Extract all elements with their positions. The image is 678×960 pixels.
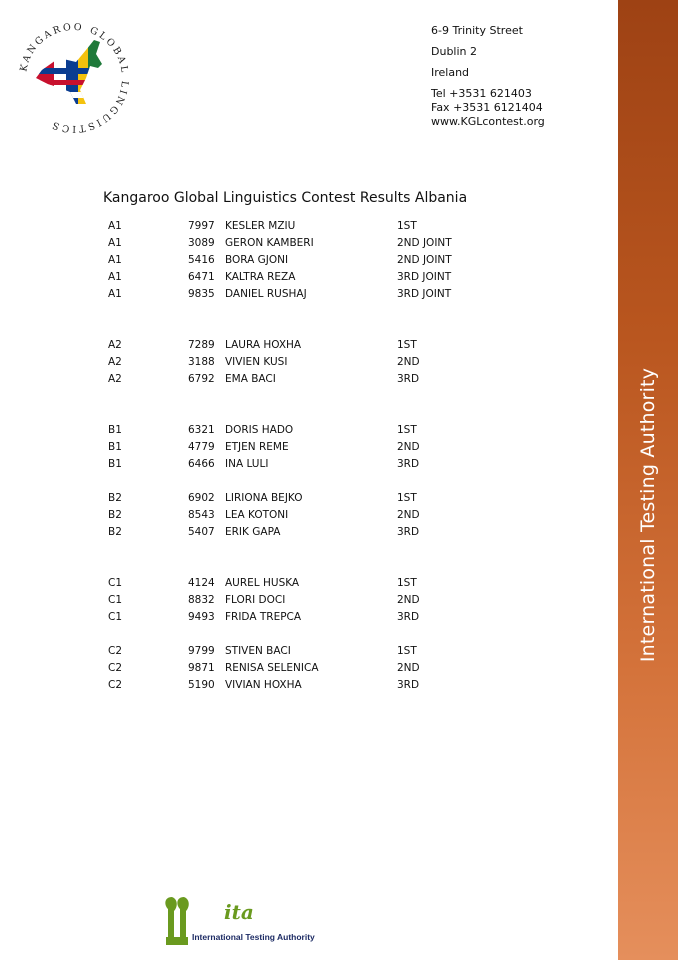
- table-row: [108, 439, 528, 456]
- code-cell: 6321: [188, 424, 215, 436]
- level-cell: A2: [108, 339, 122, 351]
- name-cell: INA LULI: [225, 458, 269, 470]
- table-row: [108, 592, 528, 609]
- rank-cell: 2ND JOINT: [397, 254, 452, 266]
- rank-cell: 1ST: [397, 577, 417, 589]
- rank-cell: 1ST: [397, 492, 417, 504]
- ita-mark: ita: [224, 900, 254, 924]
- rank-cell: 2ND: [397, 441, 420, 453]
- ita-logo: [160, 893, 320, 949]
- name-cell: FRIDA TREPCA: [225, 611, 302, 623]
- level-cell: C1: [108, 611, 123, 623]
- level-cell: C2: [108, 645, 123, 657]
- name-cell: VIVIAN HOXHA: [225, 679, 302, 691]
- name-cell: LEA KOTONI: [225, 509, 289, 521]
- table-row: [108, 524, 528, 541]
- table-row: [108, 643, 528, 660]
- name-cell: GERON KAMBERI: [225, 237, 314, 249]
- rank-cell: 1ST: [397, 339, 417, 351]
- rank-cell: 3RD: [397, 611, 420, 623]
- rank-cell: 1ST: [397, 220, 417, 232]
- name-cell: FLORI DOCI: [225, 594, 286, 606]
- code-cell: 5407: [188, 526, 215, 538]
- name-cell: LIRIONA BEJKO: [225, 492, 303, 504]
- kangaroo-flags-icon: [34, 38, 108, 108]
- name-cell: LAURA HOXHA: [225, 339, 302, 351]
- table-row: [108, 422, 528, 439]
- level-cell: A1: [108, 220, 122, 232]
- table-row: [108, 456, 528, 473]
- results-table: [108, 218, 528, 694]
- level-cell: B1: [108, 458, 122, 470]
- rank-cell: 2ND: [397, 594, 420, 606]
- code-cell: 9871: [188, 662, 215, 674]
- address-country: Ireland: [431, 66, 470, 79]
- rank-cell: 2ND JOINT: [397, 237, 452, 249]
- code-cell: 6902: [188, 492, 215, 504]
- rank-cell: 3RD: [397, 526, 420, 538]
- name-cell: ETJEN REME: [225, 441, 289, 453]
- rank-cell: 2ND: [397, 509, 420, 521]
- code-cell: 7289: [188, 339, 215, 351]
- ita-name: International Testing Authority: [192, 932, 315, 942]
- name-cell: KESLER MZIU: [225, 220, 296, 232]
- rank-cell: 3RD: [397, 458, 420, 470]
- code-cell: 5416: [188, 254, 215, 266]
- level-cell: B2: [108, 492, 122, 504]
- name-cell: DORIS HADO: [225, 424, 294, 436]
- table-row: [108, 269, 528, 286]
- table-row: [108, 575, 528, 592]
- code-cell: 8832: [188, 594, 215, 606]
- address-tel: Tel +3531 621403: [431, 87, 532, 100]
- level-cell: A1: [108, 254, 122, 266]
- code-cell: 9835: [188, 288, 215, 300]
- address-web: www.KGLcontest.org: [431, 115, 545, 128]
- table-row: [108, 660, 528, 677]
- logo-ring-text: KANGAROO GLOBAL LINGUISTICS: [18, 21, 131, 135]
- code-cell: 3188: [188, 356, 215, 368]
- table-row: [108, 371, 528, 388]
- level-cell: C2: [108, 662, 123, 674]
- name-cell: DANIEL RUSHAJ: [225, 288, 307, 300]
- name-cell: STIVEN BACI: [225, 645, 291, 657]
- rank-cell: 3RD: [397, 373, 420, 385]
- code-cell: 9493: [188, 611, 215, 623]
- code-cell: 4124: [188, 577, 215, 589]
- table-row: [108, 218, 528, 235]
- rank-cell: 3RD JOINT: [397, 288, 452, 300]
- address-block: [431, 24, 545, 129]
- rank-cell: 3RD JOINT: [397, 271, 452, 283]
- code-cell: 9799: [188, 645, 215, 657]
- table-row: [108, 354, 528, 371]
- table-row: [108, 490, 528, 507]
- table-row: [108, 252, 528, 269]
- level-cell: B1: [108, 424, 122, 436]
- table-row: [108, 609, 528, 626]
- name-cell: BORA GJONI: [225, 254, 289, 266]
- name-cell: AUREL HUSKA: [225, 577, 300, 589]
- level-cell: A1: [108, 271, 122, 283]
- code-cell: 5190: [188, 679, 215, 691]
- ita-figure-icon: [165, 897, 188, 945]
- name-cell: EMA BACI: [225, 373, 276, 385]
- table-row: [108, 337, 528, 354]
- kangaroo-logo: [14, 18, 134, 138]
- table-row: [108, 286, 528, 303]
- rank-cell: 3RD: [397, 679, 420, 691]
- table-row: [108, 677, 528, 694]
- level-cell: B2: [108, 509, 122, 521]
- rank-cell: 1ST: [397, 424, 417, 436]
- rank-cell: 2ND: [397, 662, 420, 674]
- rank-cell: 2ND: [397, 356, 420, 368]
- level-cell: C1: [108, 594, 123, 606]
- level-cell: B2: [108, 526, 122, 538]
- level-cell: B1: [108, 441, 122, 453]
- level-cell: A2: [108, 373, 122, 385]
- level-cell: A1: [108, 288, 122, 300]
- page-title: Kangaroo Global Linguistics Contest Results Albania: [103, 190, 468, 206]
- code-cell: 4779: [188, 441, 215, 453]
- name-cell: ERIK GAPA: [225, 526, 281, 538]
- address-street: 6-9 Trinity Street: [431, 24, 523, 37]
- level-cell: C1: [108, 577, 123, 589]
- code-cell: 6466: [188, 458, 215, 470]
- address-fax: Fax +3531 6121404: [431, 101, 543, 114]
- code-cell: 7997: [188, 220, 215, 232]
- table-row: [108, 507, 528, 524]
- rank-cell: 1ST: [397, 645, 417, 657]
- address-city: Dublin 2: [431, 45, 478, 58]
- name-cell: RENISA SELENICA: [225, 662, 319, 674]
- sidebar-label: International Testing Authority: [637, 367, 659, 663]
- level-cell: C2: [108, 679, 123, 691]
- code-cell: 6792: [188, 373, 215, 385]
- table-row: [108, 235, 528, 252]
- code-cell: 6471: [188, 271, 215, 283]
- name-cell: VIVIEN KUSI: [225, 356, 288, 368]
- level-cell: A2: [108, 356, 122, 368]
- name-cell: KALTRA REZA: [225, 271, 296, 283]
- code-cell: 8543: [188, 509, 215, 521]
- level-cell: A1: [108, 237, 122, 249]
- code-cell: 3089: [188, 237, 215, 249]
